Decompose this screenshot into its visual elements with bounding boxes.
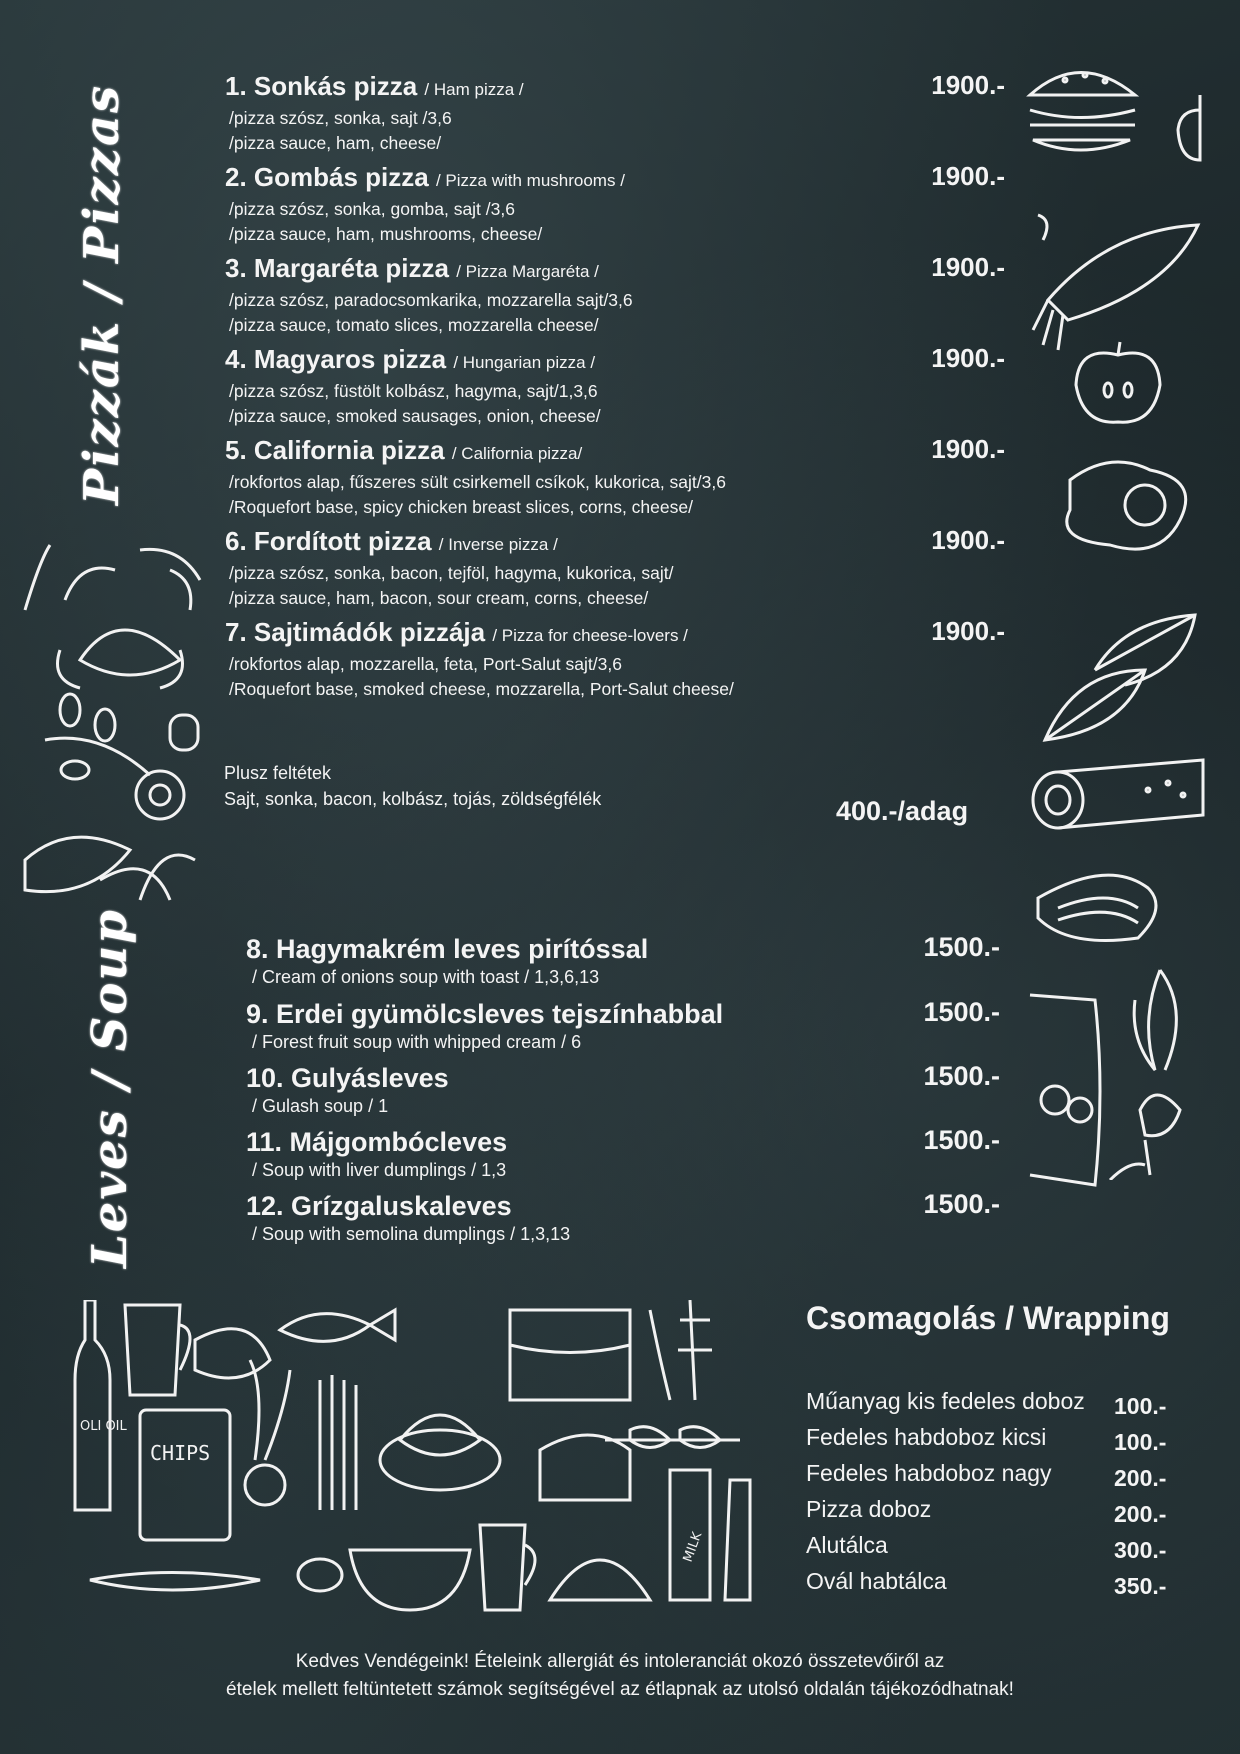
menu-item-pizza-3: [225, 252, 1005, 338]
wrapping-item-price: 200.-: [1114, 1465, 1167, 1491]
wrapping-item-price: 200.-: [1114, 1501, 1167, 1527]
basil-doodle-icon: [1035, 610, 1205, 750]
menu-item-soup-9: [246, 997, 1000, 1053]
food-collage-doodle: [70, 1300, 760, 1620]
wrapping-item-name: Ovál habtálca: [806, 1568, 947, 1594]
chips-bag-doodle-icon: [1025, 990, 1105, 1190]
menu-item-soup-10: [246, 1061, 1000, 1117]
item-price: 1500.-: [923, 997, 1000, 1027]
wrapping-list: [806, 1388, 1176, 1604]
wrapping-item-name: Fedeles habdoboz nagy: [806, 1460, 1052, 1486]
item-name: 12. Grízgaluskaleves: [246, 1191, 512, 1221]
item-price: 1500.-: [923, 932, 1000, 962]
wrapping-item-price: 100.-: [1114, 1429, 1167, 1455]
allergen-notice-line-2: ételek mellett feltüntetett számok segítségével az étlapnak az utolsó oldalán tájékozódhatnak!: [226, 1679, 1014, 1700]
menu-item-soup-11: [246, 1125, 1000, 1181]
item-name: 3. Margaréta pizza: [225, 253, 449, 283]
extra-toppings: [224, 760, 601, 812]
item-description-hu: /pizza szósz, sonka, sajt /3,6: [229, 108, 452, 128]
item-description-hu: /pizza szósz, sonka, bacon, tejföl, hagyma, kukorica, sajt/: [229, 563, 674, 583]
item-name: 8. Hagymakrém leves pirítóssal: [246, 934, 649, 964]
wrapping-item-price: 300.-: [1114, 1537, 1167, 1563]
item-description-hu: /pizza szósz, füstölt kolbász, hagyma, sajt/1,3,6: [229, 381, 598, 401]
oil-label: OLI OIL: [80, 1419, 127, 1434]
mug-doodle-icon: [1170, 90, 1230, 170]
extras-price: 400.-/adag: [836, 796, 969, 826]
menu-item-soup-12: [246, 1189, 1000, 1245]
soup-section-title: Leves / Soup: [82, 908, 138, 1268]
item-english-name: / Pizza with mushrooms /: [435, 171, 625, 190]
item-name: 1. Sonkás pizza: [225, 71, 418, 101]
wrapping-item-price: 100.-: [1114, 1393, 1167, 1419]
wrapping-item-name: Fedeles habdoboz kicsi: [806, 1424, 1047, 1450]
egg-doodle-icon: [1050, 450, 1200, 560]
pizza-section-title: Pizzák / Pizzas: [74, 83, 130, 505]
item-description: / Forest fruit soup with whipped cream / 6: [252, 1032, 582, 1052]
apple-doodle-icon: [1068, 340, 1168, 430]
item-english-name: / Pizza Margaréta /: [456, 262, 599, 281]
menu-item-pizza-1: [225, 70, 1005, 156]
wrapping-item-price: 350.-: [1114, 1573, 1167, 1599]
burger-doodle-icon: [1025, 55, 1145, 165]
wrapping-row: [806, 1496, 1176, 1532]
wrapping-row: [806, 1388, 1176, 1424]
item-description: / Soup with semolina dumplings / 1,3,13: [252, 1224, 571, 1244]
item-english-name: / California pizza/: [451, 444, 583, 463]
allergen-notice-line-1: Kedves Vendégeink! Ételeink allergiát és intoleranciát okozó összetevőiről az: [295, 1651, 945, 1672]
item-price: 1500.-: [923, 1061, 1000, 1091]
wrapping-item-name: Alutálca: [806, 1532, 888, 1558]
menu-item-pizza-2: [225, 161, 1005, 247]
item-name: 5. California pizza: [225, 435, 445, 465]
item-price: 1900.-: [931, 434, 1005, 464]
item-description-en: /pizza sauce, ham, mushrooms, cheese/: [229, 224, 543, 244]
extras-title: Plusz feltétek: [224, 763, 332, 783]
wrapping-item-name: Pizza doboz: [806, 1496, 932, 1522]
item-description: / Cream of onions soup with toast / 1,3,6,13: [252, 967, 600, 987]
item-name: 10. Gulyásleves: [246, 1063, 449, 1093]
menu-item-pizza-5: [225, 434, 1005, 520]
item-price: 1900.-: [931, 343, 1005, 373]
item-price: 1900.-: [931, 525, 1005, 555]
item-description-en: /Roquefort base, spicy chicken breast slices, corns, cheese/: [229, 497, 693, 517]
item-description-hu: /pizza szósz, paradocsomkarika, mozzarella sajt/3,6: [229, 290, 633, 310]
chips-label: CHIPS: [150, 1441, 211, 1465]
item-name: 6. Fordított pizza: [225, 526, 432, 556]
item-name: 9. Erdei gyümölcsleves tejszínhabbal: [246, 999, 724, 1029]
sandwich-doodle-icon: [20, 800, 200, 910]
item-description-en: /pizza sauce, ham, cheese/: [229, 133, 442, 153]
item-price: 1900.-: [931, 616, 1005, 646]
item-description-en: /pizza sauce, tomato slices, mozzarella cheese/: [229, 315, 599, 335]
menu-item-soup-8: [246, 932, 1000, 988]
item-name: 4. Magyaros pizza: [225, 344, 447, 374]
item-description-hu: /rokfortos alap, fűszeres sült csirkemell csíkok, kukorica, sajt/3,6: [229, 472, 726, 492]
item-name: 2. Gombás pizza: [225, 162, 429, 192]
item-name: 7. Sajtimádók pizzája: [225, 617, 486, 647]
item-price: 1500.-: [923, 1125, 1000, 1155]
menu-item-pizza-6: [225, 525, 1005, 611]
item-english-name: / Hungarian pizza /: [453, 353, 596, 372]
wrapping-row: [806, 1460, 1176, 1496]
item-description: / Soup with liver dumplings / 1,3: [252, 1160, 507, 1180]
item-english-name: / Pizza for cheese-lovers /: [492, 626, 688, 645]
item-price: 1500.-: [923, 1189, 1000, 1219]
wrapping-row: [806, 1424, 1176, 1460]
item-description-en: /pizza sauce, ham, bacon, sour cream, corns, cheese/: [229, 588, 649, 608]
carrot-doodle-icon: [1028, 210, 1208, 360]
item-description-hu: /pizza szósz, sonka, gomba, sajt /3,6: [229, 199, 515, 219]
item-price: 1900.-: [931, 70, 1005, 100]
wrapping-item-name: Műanyag kis fedeles doboz: [806, 1388, 1085, 1414]
menu-item-pizza-4: [225, 343, 1005, 429]
item-price: 1900.-: [931, 252, 1005, 282]
item-description-hu: /rokfortos alap, mozzarella, feta, Port-Salut sajt/3,6: [229, 654, 622, 674]
salmon-steak-doodle-icon: [1028, 858, 1198, 948]
extras-items: Sajt, sonka, bacon, kolbász, tojás, zöldségfélék: [224, 789, 602, 809]
item-english-name: / Inverse pizza /: [438, 535, 558, 554]
beet-doodle-icon: [1100, 960, 1210, 1180]
crab-shrimp-doodle-icon: [20, 540, 210, 690]
wrapping-title: Csomagolás / Wrapping: [806, 1300, 1170, 1336]
item-description: / Gulash soup / 1: [252, 1096, 389, 1116]
item-english-name: / Ham pizza /: [424, 80, 524, 99]
item-price: 1900.-: [931, 161, 1005, 191]
item-description-en: /Roquefort base, smoked cheese, mozzarella, Port-Salut cheese/: [229, 679, 734, 699]
roll-doodle-icon: [1028, 755, 1208, 835]
item-description-en: /pizza sauce, smoked sausages, onion, cheese/: [229, 406, 601, 426]
menu-item-pizza-7: [225, 616, 1005, 702]
milk-label: MILK: [680, 1530, 706, 1565]
wrapping-row: [806, 1568, 1176, 1604]
wrapping-row: [806, 1532, 1176, 1568]
item-name: 11. Májgombócleves: [246, 1127, 508, 1157]
allergen-notice: [0, 1648, 1240, 1704]
